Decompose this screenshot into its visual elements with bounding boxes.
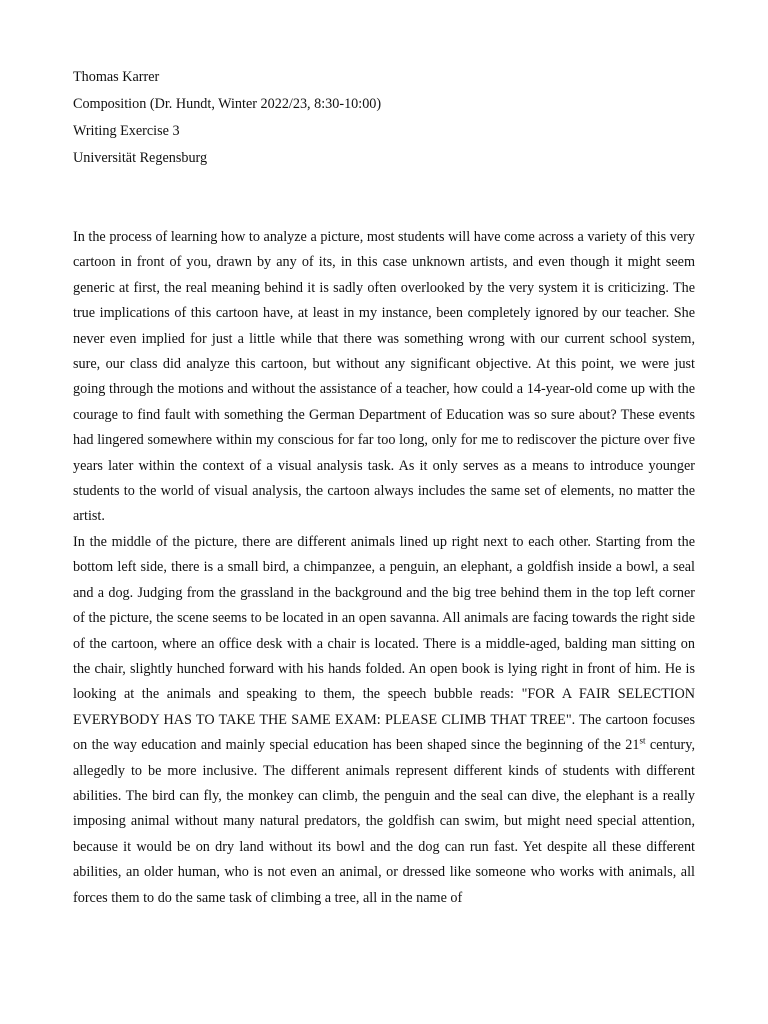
course-info: Composition (Dr. Hundt, Winter 2022/23, 8:30-10:00) bbox=[73, 96, 382, 112]
paragraph-2-text-start: In the middle of the picture, there are different animals lined up right next to each other. Starting from the bottom left side, there is a small bird, a chimpanzee, a penguin, an elephant, a goldfish inside a bowl, a seal and a dog. Judging from the grassland in the background and the big tree behind them in the top left corner of the picture, the scene seems to be located in an open savanna. All animals are facing towards the right side of the cartoon, where an office desk with a chair is located. There is a middle-aged, balding man sitting on the chair, slightly hunched forward with his hands folded. An open book is lying right in front of him. He is looking at the animals and speaking to them, the speech bubble reads: "FOR A FAIR SELECTION EVERYBODY HAS TO TAKE THE SAME EXAM: PLEASE CLIMB THAT TREE". The cartoon focuses on the way education and mainly special education has been shaped since the beginning of the 21 bbox=[73, 533, 695, 754]
paragraph-1: In the process of learning how to analyze a picture, most students will have come across a variety of this very cartoon in front of you, drawn by any of its, in this case unknown artists, and even though it might seem generic at first, the real meaning behind it is sadly often overlooked by the very system it is criticizing. The true implications of this cartoon have, at least in my instance, been completely ignored by our teacher. She never even implied for just a little while that there was something wrong with our current school system, sure, our class did analyze this cartoon, but without any significant objective. At this point, we were just going through the motions and without the assistance of a teacher, how could a 14-year-old come up with the courage to find fault with something the German Department of Education was so sure about? These events had lingered somewhere within my conscious for far too long, only for me to rediscover the picture over five years later within the context of a visual analysis task. As it only serves as a means to introduce younger students to the world of visual analysis, the cartoon always includes the same set of elements, no matter the artist. bbox=[73, 229, 695, 525]
essay-body bbox=[73, 225, 695, 911]
paragraph-2 bbox=[73, 530, 695, 911]
assignment-title: Writing Exercise 3 bbox=[73, 123, 180, 139]
document-header bbox=[73, 64, 695, 172]
university-name: Universität Regensburg bbox=[73, 150, 208, 166]
author-name: Thomas Karrer bbox=[73, 69, 160, 85]
ordinal-superscript: st bbox=[639, 735, 646, 746]
paragraph-2-text-end: century, allegedly to be more inclusive. The different animals represent different kinds of students with different abilities. The bird can fly, the monkey can climb, the penguin and the seal can dive, the elephant is a really imposing animal without many natural predators, the goldfish can swim, but might need special attention, because it would be on dry land without its bowl and the dog can run fast. Yet despite all these different abilities, an older human, who is not even an animal, or dressed like someone who works with animals, all forces them to do the same task of climbing a tree, all in the name of bbox=[73, 737, 695, 906]
